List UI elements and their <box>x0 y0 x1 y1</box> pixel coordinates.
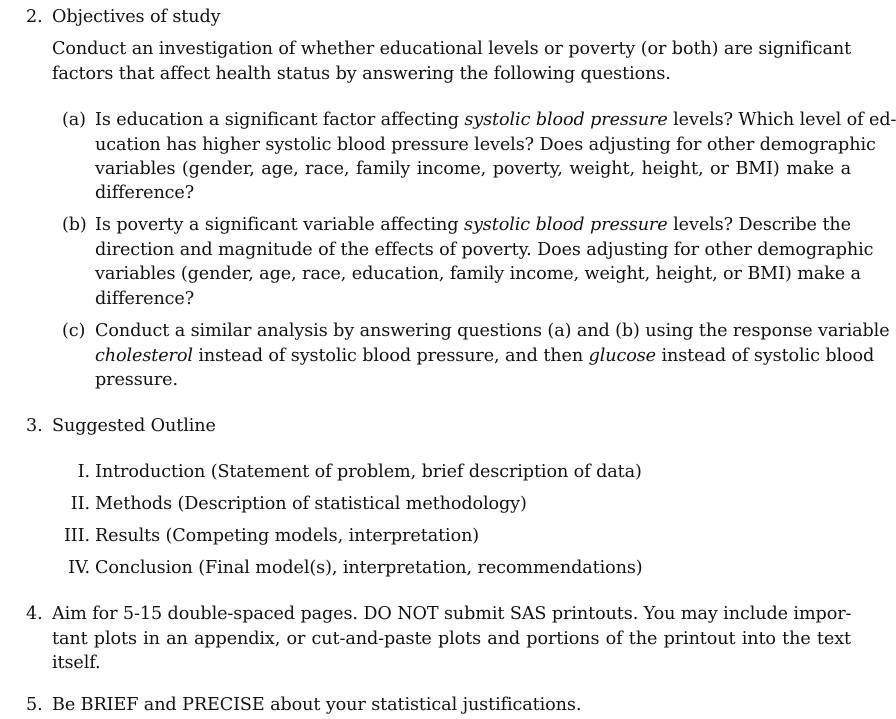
section-4-line-3: itself. <box>52 653 101 673</box>
section-3-title: Suggested Outline <box>52 416 216 436</box>
item-b-line-2: direction and magnitude of the effects of poverty. Does adjusting for other demographic <box>95 240 874 260</box>
item-a-marker: (a) <box>62 110 86 130</box>
item-b-line-1-pre: Is poverty a significant variable affecting <box>95 215 459 235</box>
item-b-line-3: variables (gender, age, race, education, family income, weight, height, or BMI) make a <box>95 264 861 284</box>
item-a-emphasis: systolic blood pressure <box>464 110 668 130</box>
outline-numeral-1: I. <box>77 462 90 482</box>
item-a-line-3: variables (gender, age, race, family income, poverty, weight, height, or BMI) make a <box>95 159 851 179</box>
item-b-line-4: difference? <box>95 289 195 309</box>
item-c-line-2-mid: instead of systolic blood pressure, and then <box>198 346 584 366</box>
item-a-line-1-post: levels? Which level of ed- <box>673 110 896 130</box>
item-c-marker: (c) <box>62 321 86 341</box>
outline-item-1: Introduction (Statement of problem, brief description of data) <box>95 462 642 482</box>
section-2-intro-line-2: factors that affect health status by answering the following questions. <box>52 64 671 84</box>
section-4-line-1: Aim for 5-15 double-spaced pages. DO NOT submit SAS printouts. You may include impor- <box>52 604 852 624</box>
outline-item-4: Conclusion (Final model(s), interpretation, recommendations) <box>95 558 643 578</box>
item-b-line-1 <box>95 214 851 236</box>
item-a-line-1 <box>95 109 896 131</box>
item-c-line-1: Conduct a similar analysis by answering questions (a) and (b) using the response variable <box>95 321 890 341</box>
item-a-line-4: difference? <box>95 183 195 203</box>
section-2-intro-line-1: Conduct an investigation of whether educational levels or poverty (or both) are significant <box>52 39 852 59</box>
item-b-line-1-post: levels? Describe the <box>673 215 851 235</box>
section-4-number: 4. <box>26 604 43 624</box>
item-b-marker: (b) <box>62 215 87 235</box>
outline-numeral-3: III. <box>63 526 90 546</box>
item-a-line-1-pre: Is education a significant factor affecting <box>95 110 459 130</box>
section-5-line-1: Be BRIEF and PRECISE about your statistical justifications. <box>52 695 582 715</box>
outline-item-2: Methods (Description of statistical methodology) <box>95 494 527 514</box>
item-c-line-2 <box>95 345 875 367</box>
outline-numeral-2: II. <box>70 494 90 514</box>
section-2-title: Objectives of study <box>52 7 221 27</box>
item-a-line-2: ucation has higher systolic blood pressure levels? Does adjusting for other demographic <box>95 135 876 155</box>
section-2-number: 2. <box>26 7 43 27</box>
item-c-emphasis-cholesterol: cholesterol <box>95 346 193 366</box>
outline-numeral-4: IV. <box>68 558 90 578</box>
item-c-line-2-post: instead of systolic blood <box>661 346 875 366</box>
item-c-line-3: pressure. <box>95 370 178 390</box>
section-3-number: 3. <box>26 416 43 436</box>
section-5-number: 5. <box>26 695 43 715</box>
item-b-emphasis: systolic blood pressure <box>464 215 668 235</box>
outline-item-3: Results (Competing models, interpretation) <box>95 526 480 546</box>
item-c-emphasis-glucose: glucose <box>588 346 656 366</box>
section-4-line-2: tant plots in an appendix, or cut-and-paste plots and portions of the printout into the text <box>52 629 851 649</box>
